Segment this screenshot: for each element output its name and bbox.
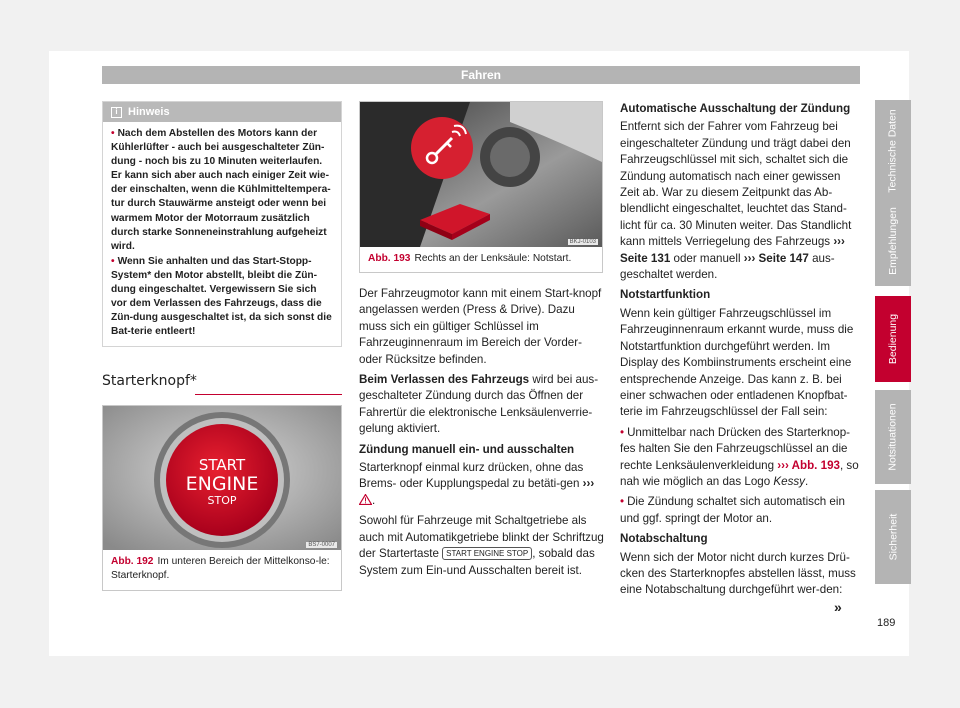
subheading: Notabschaltung bbox=[620, 532, 708, 546]
figure-link[interactable]: ››› Abb. 193 bbox=[777, 458, 840, 472]
button-text-start: START bbox=[198, 456, 246, 474]
steering-column-illustration bbox=[360, 102, 602, 247]
list-item: • Die Zündung schaltet sich automatisch ein und ggf. springt der Motor an. bbox=[620, 495, 845, 525]
tab-empfehlungen[interactable]: Empfehlungen bbox=[875, 196, 911, 286]
bullet-icon: • bbox=[620, 425, 625, 439]
figure-caption: Abb. 193 Rechts an der Lenksäule: Notstart. bbox=[368, 253, 572, 264]
section-divider bbox=[195, 394, 342, 395]
continue-arrow-icon: » bbox=[834, 599, 842, 615]
subheading: Notstartfunktion bbox=[620, 288, 711, 302]
bullet-icon: • bbox=[111, 255, 115, 267]
start-button-illustration bbox=[103, 406, 341, 550]
button-text-engine: ENGINE bbox=[185, 473, 259, 495]
warning-icon bbox=[359, 494, 372, 505]
middle-column bbox=[359, 286, 605, 583]
subheading: Zündung manuell ein- und ausschalten bbox=[359, 442, 575, 456]
paragraph: Der Fahrzeugmotor kann mit einem Start-knopf angelassen werden (Press & Drive). Dazu muss sich ein gültiger Schlüssel im Fahrzeuginnenraum im Bereich der Vorder-oder Rücksitze befinden. bbox=[359, 287, 602, 366]
image-code: BS7-0007 bbox=[308, 542, 335, 548]
paragraph: Starterknopf einmal kurz drücken, ohne das Brems- oder Kupplungspedal zu betäti-gen ››› . bbox=[359, 461, 595, 507]
figure-caption: Abb. 192 Im unteren Bereich der Mittelkonso-le: Starterknopf. bbox=[111, 556, 330, 581]
page-link[interactable]: ››› Seite 147 bbox=[743, 251, 809, 265]
paragraph: Entfernt sich der Fahrer vom Fahrzeug bei eingeschalteter Zündung und trägt dabei den Fahrzeugschlüssel mit sich, schaltet sich die Zündung automatisch nach einer gewissen Zeit ab. War zu diesem Zeitpunkt das Ab-blendlicht eingeschaltet, leuchtet das Stand-licht für ca. 30 Minuten weiter. Das Standlicht kann mittels Verriegelung des Fahrzeugs ››› Seite 131 oder manuell ››› Seite 147 aus-geschaltet werden. bbox=[620, 120, 852, 282]
bullet-icon: • bbox=[620, 495, 625, 509]
start-button-image bbox=[103, 406, 341, 550]
page-link[interactable]: ››› Seite 131 bbox=[620, 235, 845, 265]
paragraph: Sowohl für Fahrzeuge mit Schaltgetriebe als auch mit Automatikgetriebe blinkt der Schriftzug der Startertaste START ENGINE STOP , sobald das System zum Ein-und Ausschalten bereit ist. bbox=[359, 514, 604, 577]
start-engine-stop-key: START ENGINE STOP bbox=[442, 547, 532, 560]
info-icon: i bbox=[111, 107, 122, 118]
steering-column-image bbox=[360, 102, 602, 247]
button-text-stop: STOP bbox=[207, 494, 237, 507]
note-box bbox=[102, 101, 342, 347]
figure-label: Abb. 193 bbox=[368, 253, 411, 264]
figure-193 bbox=[359, 101, 603, 273]
subheading: Automatische Ausschaltung der Zündung bbox=[620, 102, 851, 115]
right-column bbox=[620, 101, 860, 603]
note-item: • Nach dem Abstellen des Motors kann der Kühlerlüfter - auch bei ausgeschalteter Zün-dung - noch bis zu 10 Minuten weiterlaufen. Er kann sich aber auch nach einiger Zeit wie-der einschalten, wenn die Kühlmitteltempera-tur durch Stauwärme ansteigt oder wenn bei warmem Motor der Motorraum zusätzlich durch starke Sonneneinstrahlung aufgeheizt wird. bbox=[111, 128, 331, 252]
note-title: Hinweis bbox=[128, 106, 170, 118]
list-item: • Unmittelbar nach Drücken des Starterknop-fes halten Sie den Fahrzeugschlüssel an die rechte Lenksäulenverkleidung ››› Abb. 193, so nah wie möglich an das Logo Kessy. bbox=[620, 425, 859, 488]
image-code: BKJ-0103 bbox=[569, 239, 596, 245]
tab-notsituationen[interactable]: Notsituationen bbox=[875, 390, 911, 484]
section-title: Starterknopf* bbox=[102, 373, 197, 389]
paragraph: Wenn kein gültiger Fahrzeugschlüssel im Fahrzeuginnenraum erkannt wurde, muss die Notstartfunktion durchgeführt werden. Im Display des Kombiinstruments erscheint eine entsprechende Anzeige. Das kann z. B. bei einer schwachen oder entladenen Knopfbat-terie im Fahrzeugschlüssel der Fall sein: bbox=[620, 306, 854, 419]
tab-bedienung[interactable]: Bedienung bbox=[875, 296, 911, 382]
tab-technische-daten[interactable]: Technische Daten bbox=[875, 100, 911, 202]
tab-sicherheit[interactable]: Sicherheit bbox=[875, 490, 911, 584]
paragraph: Wenn sich der Motor nicht durch kurzes Drü-cken des Starterknopfes abstellen lässt, muss eine Notabschaltung durchgeführt wer-den: bbox=[620, 550, 856, 597]
header-bar: Fahren bbox=[102, 66, 860, 84]
bullet-icon: • bbox=[111, 128, 115, 139]
note-item: • Wenn Sie anhalten und das Start-Stopp-System* den Motor abstellt, bleibt die Zün-dung eingeschaltet. Vergewissern Sie sich vor dem Verlassen des Fahrzeugs, dass die Zün-dung ausgeschaltet ist, da sich sonst die Bat-terie entleert! bbox=[111, 255, 332, 338]
paragraph: Beim Verlassen des Fahrzeugs wird bei aus-geschalteter Zündung durch das Öffnen der Fahrertür die elektronische Lenksäulenverrie-gelung aktiviert. bbox=[359, 373, 599, 436]
figure-label: Abb. 192 bbox=[111, 556, 154, 567]
note-header bbox=[103, 102, 341, 122]
note-body bbox=[103, 122, 341, 339]
page-number: 189 bbox=[877, 617, 896, 629]
figure-192 bbox=[102, 405, 342, 591]
